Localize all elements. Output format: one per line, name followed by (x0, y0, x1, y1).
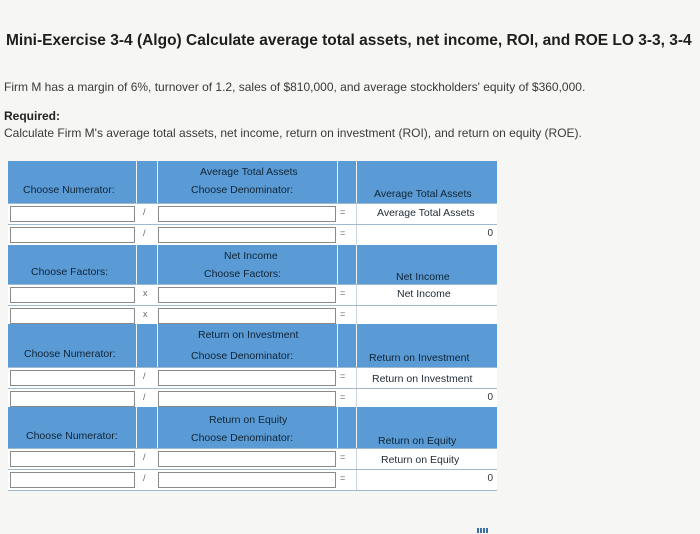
partial-toolbar-fragment (477, 528, 489, 533)
section-average-total-assets (8, 161, 497, 247)
result-value-cell (356, 470, 497, 490)
result-value-cell (356, 389, 497, 409)
equals-sign: = (340, 207, 346, 217)
header-left-cell (8, 161, 137, 203)
numerator-value-input[interactable] (10, 391, 135, 407)
left-column-label: Choose Numerator: (24, 348, 116, 360)
denominator-value-input[interactable] (158, 227, 336, 243)
divide-operator: / (143, 473, 146, 483)
result-value-cell (356, 306, 497, 326)
equals-sign: = (340, 452, 346, 462)
numerator-value-input[interactable] (10, 472, 135, 488)
factor-1-value-input[interactable] (10, 308, 135, 324)
equals-sign: = (340, 288, 346, 298)
factor-2-dropdown[interactable] (158, 287, 336, 303)
numerator-value-input[interactable] (10, 227, 135, 243)
divide-operator: / (143, 392, 146, 402)
denominator-dropdown[interactable] (158, 451, 336, 467)
result-label-cell (356, 449, 497, 469)
section-return-on-investment (8, 324, 497, 410)
section-title: Net Income (224, 250, 278, 262)
header-left-cell (8, 324, 137, 367)
section-net-income (8, 245, 497, 327)
multiply-operator: x (143, 309, 148, 319)
value-row (8, 469, 497, 491)
divide-operator: / (143, 207, 146, 217)
numerator-dropdown[interactable] (10, 370, 135, 386)
equals-sign: = (340, 309, 346, 319)
header-left-cell (8, 245, 137, 284)
left-column-label: Choose Numerator: (23, 184, 115, 196)
result-label: Net Income (397, 288, 451, 300)
denominator-value-input[interactable] (158, 472, 336, 488)
result-value: 0 (487, 392, 493, 403)
left-column-label: Choose Numerator: (26, 430, 118, 442)
result-value: 0 (487, 228, 493, 239)
mid-column-label: Choose Denominator: (191, 432, 294, 444)
result-label: Average Total Assets (377, 207, 475, 219)
result-column-label: Average Total Assets (374, 188, 472, 200)
denominator-value-input[interactable] (158, 391, 336, 407)
denominator-dropdown[interactable] (158, 206, 336, 222)
multiply-operator: x (143, 288, 148, 298)
value-row (8, 224, 497, 246)
section-title: Return on Equity (209, 414, 288, 426)
equals-sign: = (340, 228, 346, 238)
section-title: Return on Investment (198, 329, 299, 341)
divide-operator: / (143, 371, 146, 381)
mid-column-label: Choose Denominator: (191, 350, 294, 362)
formula-row (8, 203, 497, 224)
section-title: Average Total Assets (200, 166, 298, 178)
formula-row (8, 367, 497, 388)
result-value: 0 (487, 473, 493, 484)
equals-sign: = (340, 473, 346, 483)
equals-sign: = (340, 392, 346, 402)
problem-intro: Firm M has a margin of 6%, turnover of 1.2, sales of $810,000, and average stockholders' equity of $360,000. (4, 80, 586, 94)
required-label: Required: (4, 109, 61, 123)
result-label-cell (356, 204, 497, 224)
result-column-label: Return on Equity (378, 435, 457, 447)
required-text: Calculate Firm M's average total assets, net income, return on investment (ROI), and return on equity (ROE). (4, 126, 582, 140)
equals-sign: = (340, 371, 346, 381)
result-label-cell (356, 285, 497, 305)
formula-row (8, 284, 497, 305)
exercise-title: Mini-Exercise 3-4 (Algo) Calculate average total assets, net income, ROI, and ROE LO 3-3, 3-4 (6, 32, 692, 49)
mid-column-label: Choose Denominator: (191, 184, 294, 196)
factor-1-dropdown[interactable] (10, 287, 135, 303)
section-header (8, 407, 497, 448)
section-return-on-equity (8, 407, 497, 491)
result-column-label: Net Income (396, 271, 450, 283)
factor-2-value-input[interactable] (158, 308, 336, 324)
formula-row (8, 448, 497, 469)
section-header (8, 245, 497, 284)
numerator-dropdown[interactable] (10, 206, 135, 222)
section-header (8, 324, 497, 367)
left-column-label: Choose Factors: (31, 266, 109, 278)
result-label: Return on Investment (372, 373, 473, 385)
result-label-cell (356, 368, 497, 388)
mid-column-label: Choose Factors: (204, 268, 282, 280)
section-header (8, 161, 497, 203)
divide-operator: / (143, 452, 146, 462)
result-value-cell (356, 225, 497, 245)
denominator-dropdown[interactable] (158, 370, 336, 386)
result-label: Return on Equity (381, 454, 460, 466)
divide-operator: / (143, 228, 146, 238)
result-column-label: Return on Investment (369, 352, 470, 364)
numerator-dropdown[interactable] (10, 451, 135, 467)
